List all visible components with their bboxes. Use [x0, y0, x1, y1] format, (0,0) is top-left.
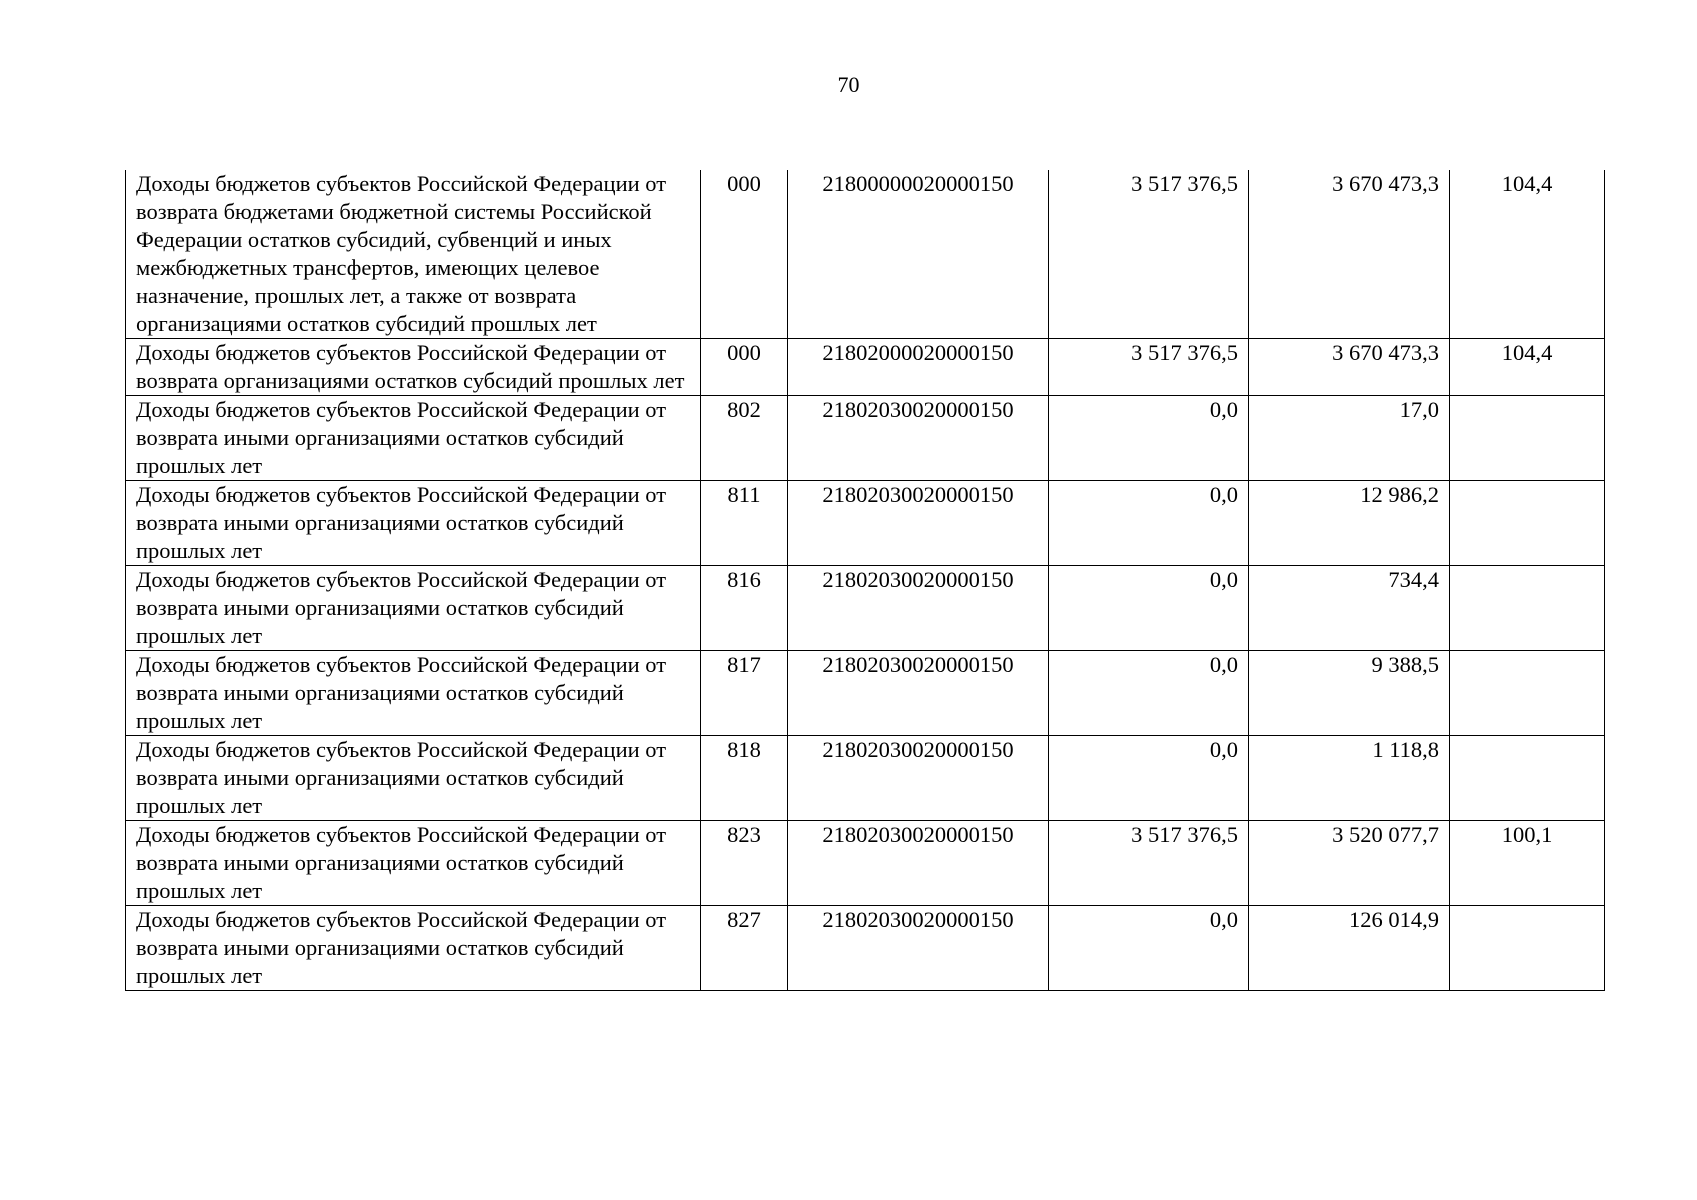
- revenue-name-cell: Доходы бюджетов субъектов Российской Федерации от возврата иными организациями остатков субсидий прошлых лет: [126, 651, 701, 736]
- actual-amount-cell: 3 670 473,3: [1249, 170, 1450, 339]
- budget-code-cell: 21802030020000150: [788, 906, 1049, 991]
- budget-code-cell: 21802030020000150: [788, 651, 1049, 736]
- admin-code-cell: 802: [701, 396, 788, 481]
- plan-amount-cell: 0,0: [1049, 736, 1249, 821]
- actual-amount-cell: 1 118,8: [1249, 736, 1450, 821]
- revenue-name-cell: Доходы бюджетов субъектов Российской Федерации от возврата иными организациями остатков субсидий прошлых лет: [126, 481, 701, 566]
- table-row: [126, 566, 1605, 651]
- plan-amount-cell: 3 517 376,5: [1049, 339, 1249, 396]
- actual-amount-cell: 12 986,2: [1249, 481, 1450, 566]
- table-row: [126, 170, 1605, 339]
- budget-code-cell: 21802030020000150: [788, 396, 1049, 481]
- percent-cell: [1450, 736, 1605, 821]
- table-row: [126, 651, 1605, 736]
- percent-cell: [1450, 396, 1605, 481]
- revenue-table: [125, 170, 1605, 991]
- budget-code-cell: 21800000020000150: [788, 170, 1049, 339]
- actual-amount-cell: 126 014,9: [1249, 906, 1450, 991]
- admin-code-cell: 811: [701, 481, 788, 566]
- revenue-name-cell: Доходы бюджетов субъектов Российской Федерации от возврата иными организациями остатков субсидий прошлых лет: [126, 821, 701, 906]
- plan-amount-cell: 0,0: [1049, 396, 1249, 481]
- admin-code-cell: 816: [701, 566, 788, 651]
- revenue-name-cell: Доходы бюджетов субъектов Российской Федерации от возврата иными организациями остатков субсидий прошлых лет: [126, 736, 701, 821]
- percent-cell: [1450, 481, 1605, 566]
- table-row: [126, 821, 1605, 906]
- percent-cell: 100,1: [1450, 821, 1605, 906]
- page-number: 70: [837, 72, 860, 97]
- actual-amount-cell: 3 670 473,3: [1249, 339, 1450, 396]
- admin-code-cell: 000: [701, 170, 788, 339]
- admin-code-cell: 827: [701, 906, 788, 991]
- budget-code-cell: 21802000020000150: [788, 339, 1049, 396]
- plan-amount-cell: 0,0: [1049, 566, 1249, 651]
- actual-amount-cell: 734,4: [1249, 566, 1450, 651]
- plan-amount-cell: 3 517 376,5: [1049, 821, 1249, 906]
- budget-code-cell: 21802030020000150: [788, 481, 1049, 566]
- actual-amount-cell: 3 520 077,7: [1249, 821, 1450, 906]
- table-row: [126, 339, 1605, 396]
- plan-amount-cell: 0,0: [1049, 481, 1249, 566]
- admin-code-cell: 000: [701, 339, 788, 396]
- revenue-name-cell: Доходы бюджетов субъектов Российской Федерации от возврата организациями остатков субсидий прошлых лет: [126, 339, 701, 396]
- plan-amount-cell: 0,0: [1049, 906, 1249, 991]
- revenue-name-cell: Доходы бюджетов субъектов Российской Федерации от возврата бюджетами бюджетной системы Российской Федерации остатков субсидий, субвенций и иных межбюджетных трансфертов, имеющих целевое назначение, прошлых лет, а также от возврата организациями остатков субсидий прошлых лет: [126, 170, 701, 339]
- percent-cell: [1450, 651, 1605, 736]
- actual-amount-cell: 9 388,5: [1249, 651, 1450, 736]
- plan-amount-cell: 3 517 376,5: [1049, 170, 1249, 339]
- budget-code-cell: 21802030020000150: [788, 566, 1049, 651]
- actual-amount-cell: 17,0: [1249, 396, 1450, 481]
- budget-code-cell: 21802030020000150: [788, 736, 1049, 821]
- table-row: [126, 481, 1605, 566]
- revenue-name-cell: Доходы бюджетов субъектов Российской Федерации от возврата иными организациями остатков субсидий прошлых лет: [126, 906, 701, 991]
- revenue-name-cell: Доходы бюджетов субъектов Российской Федерации от возврата иными организациями остатков субсидий прошлых лет: [126, 566, 701, 651]
- plan-amount-cell: 0,0: [1049, 651, 1249, 736]
- percent-cell: [1450, 906, 1605, 991]
- admin-code-cell: 823: [701, 821, 788, 906]
- table-row: [126, 396, 1605, 481]
- budget-code-cell: 21802030020000150: [788, 821, 1049, 906]
- revenue-name-cell: Доходы бюджетов субъектов Российской Федерации от возврата иными организациями остатков субсидий прошлых лет: [126, 396, 701, 481]
- admin-code-cell: 818: [701, 736, 788, 821]
- table-body: [126, 170, 1605, 991]
- table-row: [126, 736, 1605, 821]
- percent-cell: 104,4: [1450, 339, 1605, 396]
- percent-cell: 104,4: [1450, 170, 1605, 339]
- admin-code-cell: 817: [701, 651, 788, 736]
- table-row: [126, 906, 1605, 991]
- percent-cell: [1450, 566, 1605, 651]
